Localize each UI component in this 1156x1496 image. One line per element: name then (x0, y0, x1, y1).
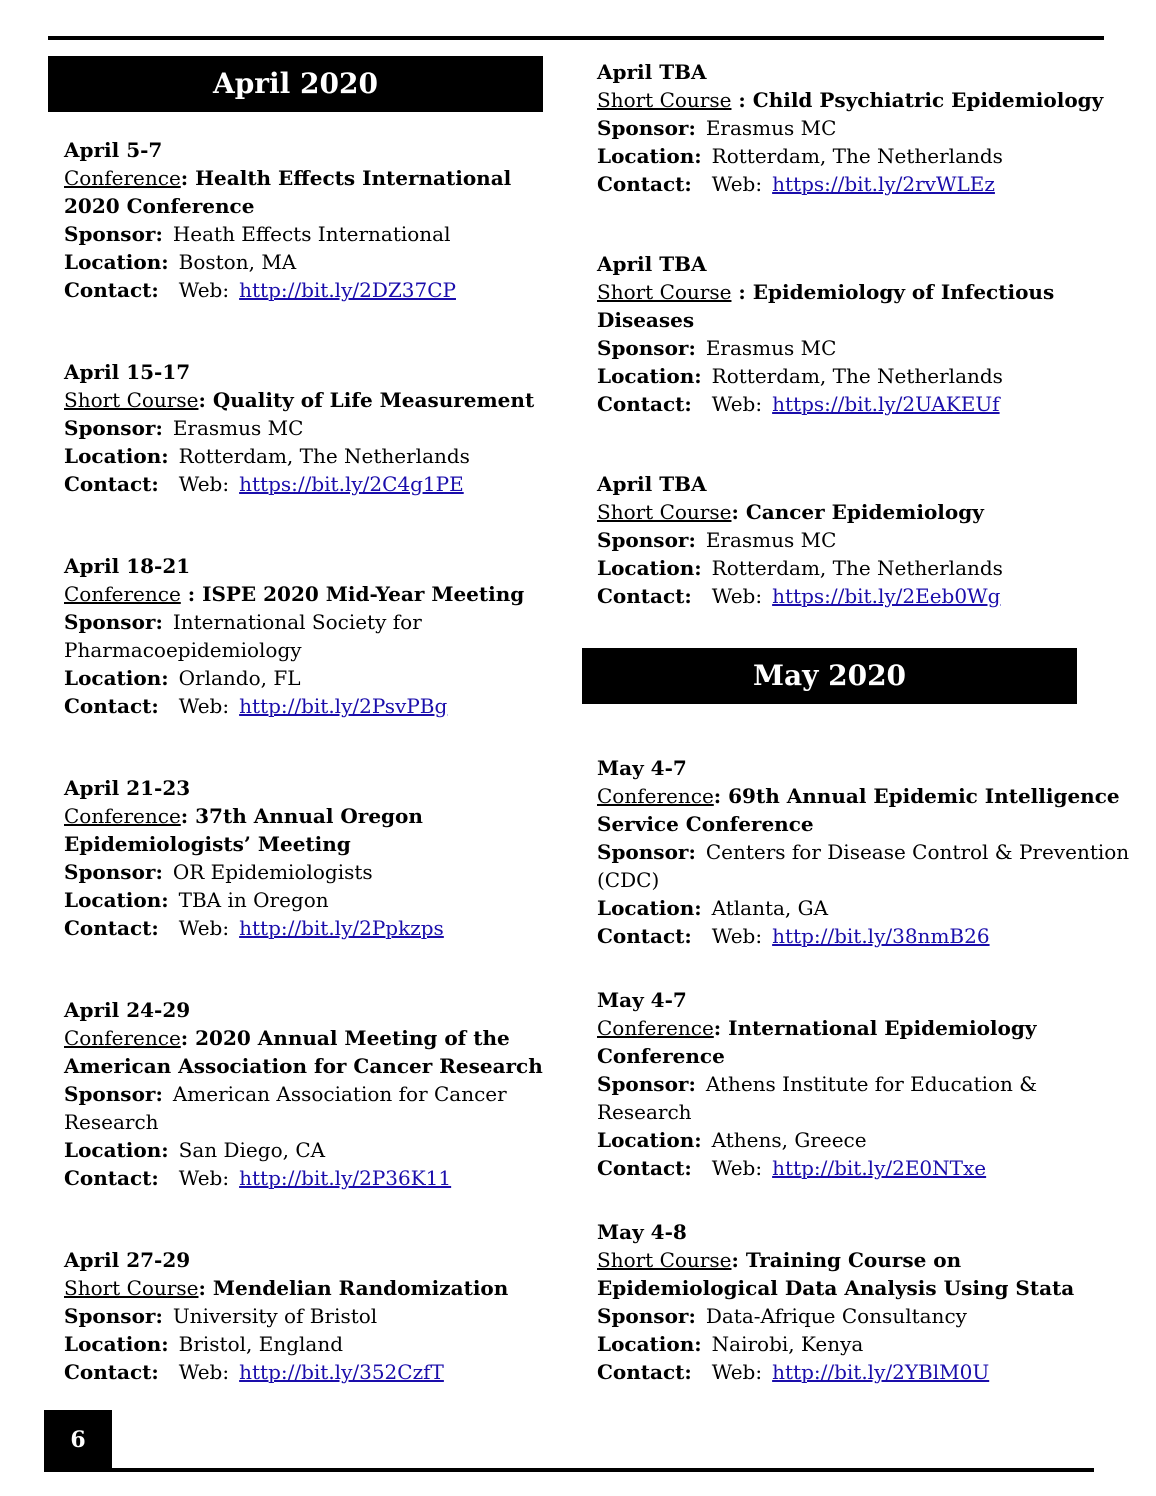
event-title: Child Psychiatric Epidemiology (752, 88, 1104, 112)
sponsor-label: Sponsor: (64, 222, 163, 246)
event-entry (48, 996, 548, 1192)
event-title-line (64, 386, 548, 414)
event-link[interactable]: http://bit.ly/2E0NTxe (772, 1156, 987, 1180)
event-type: Short Course (597, 500, 732, 524)
event-contact-line (64, 692, 548, 720)
event-link[interactable]: https://bit.ly/2UAKEUf (772, 392, 1000, 416)
event-location: Rotterdam, The Netherlands (178, 444, 470, 468)
event-link[interactable]: http://bit.ly/38nmB26 (772, 924, 990, 948)
event-location-line (597, 362, 1132, 390)
event-contact-line (597, 582, 1132, 610)
contact-label: Contact: (64, 1166, 159, 1190)
right-column (582, 58, 1132, 1386)
bottom-rule (44, 1468, 1094, 1472)
event-type: Short Course (597, 1248, 732, 1272)
event-separator: : (198, 1276, 213, 1300)
sponsor-label: Sponsor: (597, 336, 696, 360)
event-type: Conference (64, 582, 181, 606)
event-title-line (64, 580, 548, 608)
event-title-line (64, 1274, 548, 1302)
event-location-line (64, 664, 548, 692)
event-entry (582, 986, 1132, 1182)
event-date: May 4-8 (597, 1220, 687, 1244)
event-entry (582, 470, 1132, 610)
event-sponsor-line (64, 608, 548, 664)
event-date: April 15-17 (64, 360, 191, 384)
event-date: April TBA (597, 472, 707, 496)
event-separator: : (180, 166, 196, 190)
event-link[interactable]: http://bit.ly/2YBlM0U (772, 1360, 990, 1384)
event-contact-line (64, 470, 548, 498)
event-type: Conference (597, 1016, 714, 1040)
event-contact-line (597, 390, 1132, 418)
event-separator: : (713, 784, 729, 808)
event-location: Bristol, England (178, 1332, 344, 1356)
event-title: 69th Annual Epidemic Intelligence Service Conference (597, 784, 1120, 836)
event-type: Short Course (597, 280, 732, 304)
april-header: April 2020 (48, 56, 543, 112)
event-type: Short Course (64, 388, 199, 412)
event-sponsor-line (64, 1080, 548, 1136)
event-link[interactable]: http://bit.ly/2DZ37CP (239, 278, 456, 302)
event-type: Conference (597, 784, 714, 808)
event-type: Short Course (597, 88, 732, 112)
event-sponsor: University of Bristol (172, 1304, 378, 1328)
event-sponsor-line (597, 1302, 1132, 1330)
location-label: Location: (597, 896, 702, 920)
event-separator: : (180, 582, 203, 606)
sponsor-label: Sponsor: (597, 116, 696, 140)
event-contact-line (64, 914, 548, 942)
event-separator: : (731, 280, 753, 304)
event-separator: : (713, 1016, 729, 1040)
sponsor-label: Sponsor: (597, 1304, 696, 1328)
left-column (48, 56, 548, 1386)
event-location-line (64, 442, 548, 470)
event-type: Conference (64, 804, 181, 828)
location-label: Location: (597, 144, 702, 168)
event-location-line (597, 1126, 1132, 1154)
event-sponsor: Centers for Disease Control & Prevention (CDC) (597, 840, 1130, 892)
event-title-line (64, 802, 548, 858)
event-title: International Epidemiology Conference (597, 1016, 1037, 1068)
sponsor-label: Sponsor: (64, 610, 163, 634)
event-location: Rotterdam, The Netherlands (711, 144, 1003, 168)
web-label: Web: (178, 1360, 230, 1384)
top-rule (48, 36, 1104, 40)
contact-label: Contact: (597, 584, 692, 608)
event-separator: : (731, 88, 753, 112)
event-title: Cancer Epidemiology (745, 500, 984, 524)
event-entry (48, 774, 548, 942)
event-separator: : (180, 804, 196, 828)
event-date: May 4-7 (597, 988, 687, 1012)
event-link[interactable]: https://bit.ly/2Eeb0Wg (772, 584, 1001, 608)
event-sponsor-line (597, 114, 1132, 142)
event-link[interactable]: http://bit.ly/2Ppkzps (239, 916, 444, 940)
event-location: San Diego, CA (178, 1138, 326, 1162)
event-title-line (597, 1014, 1132, 1070)
event-title-line (597, 278, 1132, 334)
web-label: Web: (711, 172, 763, 196)
event-contact-line (64, 276, 548, 304)
event-sponsor: American Association for Cancer Research (64, 1082, 507, 1134)
sponsor-label: Sponsor: (597, 840, 696, 864)
contact-label: Contact: (64, 1360, 159, 1384)
event-sponsor-line (597, 1070, 1132, 1126)
event-sponsor-line (64, 220, 548, 248)
event-title: Epidemiology of Infectious Diseases (597, 280, 1055, 332)
event-entry (48, 136, 548, 304)
event-location-line (64, 1136, 548, 1164)
event-sponsor: International Society for Pharmacoepidemiology (64, 610, 422, 662)
event-date: April TBA (597, 60, 707, 84)
event-title-line (64, 1024, 548, 1080)
sponsor-label: Sponsor: (64, 860, 163, 884)
event-sponsor: Heath Effects International (172, 222, 451, 246)
event-entry (582, 58, 1132, 198)
event-location: Rotterdam, The Netherlands (711, 364, 1003, 388)
web-label: Web: (711, 1156, 763, 1180)
event-sponsor: Erasmus MC (172, 416, 304, 440)
event-contact-line (64, 1164, 548, 1192)
event-entry (582, 1218, 1132, 1386)
event-date: April 18-21 (64, 554, 191, 578)
location-label: Location: (64, 666, 169, 690)
contact-label: Contact: (597, 392, 692, 416)
event-entry (48, 1246, 548, 1386)
event-title: Mendelian Randomization (212, 1276, 509, 1300)
location-label: Location: (64, 250, 169, 274)
event-separator: : (198, 388, 213, 412)
contact-label: Contact: (597, 1360, 692, 1384)
web-label: Web: (178, 1166, 230, 1190)
sponsor-label: Sponsor: (64, 1304, 163, 1328)
web-label: Web: (711, 1360, 763, 1384)
event-date: April 27-29 (64, 1248, 191, 1272)
contact-label: Contact: (64, 694, 159, 718)
event-title-line (597, 498, 1132, 526)
event-title: ISPE 2020 Mid-Year Meeting (202, 582, 525, 606)
event-title-line (597, 782, 1132, 838)
event-location: Athens, Greece (711, 1128, 867, 1152)
event-location: Nairobi, Kenya (711, 1332, 864, 1356)
event-entry (48, 358, 548, 498)
event-sponsor: Erasmus MC (705, 528, 837, 552)
event-entry (582, 754, 1132, 950)
may-header: May 2020 (582, 648, 1077, 704)
event-separator: : (180, 1026, 196, 1050)
event-location-line (64, 886, 548, 914)
event-date: April 21-23 (64, 776, 191, 800)
event-title-line (597, 86, 1132, 114)
event-sponsor-line (597, 838, 1132, 894)
event-type: Conference (64, 1026, 181, 1050)
location-label: Location: (64, 1138, 169, 1162)
event-date: April 5-7 (64, 138, 163, 162)
web-label: Web: (711, 392, 763, 416)
event-sponsor: Erasmus MC (705, 116, 837, 140)
event-sponsor-line (597, 526, 1132, 554)
web-label: Web: (711, 924, 763, 948)
event-title-line (597, 1246, 1132, 1302)
sponsor-label: Sponsor: (64, 416, 163, 440)
event-title: Quality of Life Measurement (212, 388, 535, 412)
page-number: 6 (44, 1410, 112, 1470)
location-label: Location: (64, 1332, 169, 1356)
event-separator: : (731, 1248, 746, 1272)
location-label: Location: (64, 444, 169, 468)
event-location: TBA in Oregon (178, 888, 329, 912)
event-location-line (597, 554, 1132, 582)
event-date: April TBA (597, 252, 707, 276)
contact-label: Contact: (64, 472, 159, 496)
event-title-line (64, 164, 548, 220)
event-entry (48, 552, 548, 720)
event-sponsor-line (64, 1302, 548, 1330)
contact-label: Contact: (597, 1156, 692, 1180)
event-link[interactable]: https://bit.ly/2rvWLEz (772, 172, 995, 196)
web-label: Web: (178, 916, 230, 940)
web-label: Web: (178, 278, 230, 302)
event-sponsor: Erasmus MC (705, 336, 837, 360)
location-label: Location: (597, 556, 702, 580)
event-sponsor-line (64, 414, 548, 442)
event-location-line (597, 142, 1132, 170)
sponsor-label: Sponsor: (597, 528, 696, 552)
contact-label: Contact: (597, 924, 692, 948)
event-entry (582, 250, 1132, 418)
event-title: Training Course on Epidemiological Data Analysis Using Stata (597, 1248, 1075, 1300)
contact-label: Contact: (597, 172, 692, 196)
sponsor-label: Sponsor: (597, 1072, 696, 1096)
event-location-line (64, 1330, 548, 1358)
location-label: Location: (597, 1332, 702, 1356)
contact-label: Contact: (64, 916, 159, 940)
event-title: Health Effects International 2020 Conference (64, 166, 512, 218)
event-location-line (64, 248, 548, 276)
event-date: April 24-29 (64, 998, 191, 1022)
event-contact-line (64, 1358, 548, 1386)
event-sponsor-line (64, 858, 548, 886)
event-title: 2020 Annual Meeting of the American Association for Cancer Research (64, 1026, 543, 1078)
event-sponsor: OR Epidemiologists (172, 860, 373, 884)
event-link[interactable]: http://bit.ly/2PsvPBg (239, 694, 448, 718)
event-link[interactable]: http://bit.ly/352CzfT (239, 1360, 444, 1384)
event-location: Orlando, FL (178, 666, 301, 690)
event-contact-line (597, 1154, 1132, 1182)
event-contact-line (597, 170, 1132, 198)
event-title: 37th Annual Oregon Epidemiologists’ Meeting (64, 804, 423, 856)
event-location: Atlanta, GA (711, 896, 829, 920)
web-label: Web: (178, 472, 230, 496)
web-label: Web: (178, 694, 230, 718)
event-location-line (597, 894, 1132, 922)
event-type: Conference (64, 166, 181, 190)
event-contact-line (597, 1358, 1132, 1386)
contact-label: Contact: (64, 278, 159, 302)
event-location: Boston, MA (178, 250, 297, 274)
location-label: Location: (64, 888, 169, 912)
event-location-line (597, 1330, 1132, 1358)
event-sponsor-line (597, 334, 1132, 362)
sponsor-label: Sponsor: (64, 1082, 163, 1106)
location-label: Location: (597, 364, 702, 388)
event-separator: : (731, 500, 746, 524)
event-date: May 4-7 (597, 756, 687, 780)
web-label: Web: (711, 584, 763, 608)
event-type: Short Course (64, 1276, 199, 1300)
event-sponsor: Athens Institute for Education & Research (597, 1072, 1038, 1124)
event-location: Rotterdam, The Netherlands (711, 556, 1003, 580)
event-contact-line (597, 922, 1132, 950)
event-link[interactable]: https://bit.ly/2C4g1PE (239, 472, 464, 496)
location-label: Location: (597, 1128, 702, 1152)
event-link[interactable]: http://bit.ly/2P36K11 (239, 1166, 452, 1190)
event-sponsor: Data-Afrique Consultancy (705, 1304, 967, 1328)
